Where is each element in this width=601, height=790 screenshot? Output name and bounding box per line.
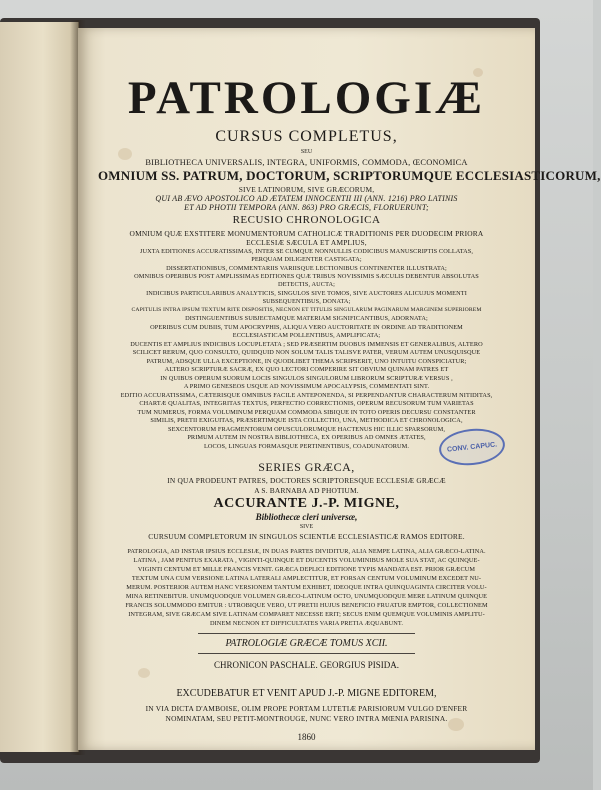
text-line: CURSUUM COMPLETORUM IN SINGULOS SCIENTIÆ ECCLESIASTICÆ RAMOS EDITORE.: [148, 532, 465, 541]
text-line: QUI AB ÆVO APOSTOLICO AD ÆTATEM INNOCENTII III (ANN. 1216) PRO LATINIS: [155, 194, 458, 203]
imprint-line: EXCUDEBATUR ET VENIT APUD J.-P. MIGNE EDITOREM,: [176, 688, 437, 699]
text-line: RECUSIO CHRONOLOGICA: [232, 214, 381, 226]
text-line: TUM NUMERUS, FORMA VOLUMINUM PERQUAM COMMODA SIBIQUE IN TOTO OPERIS DECURSU CONSTANTER: [137, 409, 476, 416]
text-line: DETECTIS, AUCTA;: [277, 281, 336, 288]
divider: [198, 633, 415, 634]
text-line: SEXCENTORUM FRAGMENTORUM OPUSCULORUMQUE HACTENUS HIC ILLIC SPARSORUM,: [167, 426, 446, 433]
text-line: SUBSEQUENTIBUS, DONATA;: [262, 298, 351, 305]
left-page-edge: [0, 22, 79, 752]
editor-line: ACCURANTE J.-P. MIGNE,: [213, 496, 400, 511]
text-line: PRIMUM AUTEM IN NOSTRA BIBLIOTHECA, EX OPERIBUS AD OMNES ÆTATES,: [187, 434, 426, 441]
text-line: ALTERO SCRIPTURÆ SACRÆ, EX QUO LECTORI COMPERIRE SIT OBVIUM QUINAM PATRES ET: [164, 366, 449, 373]
text-line-bold: OMNIUM SS. PATRUM, DOCTORUM, SCRIPTORUMQUE ECCLESIASTICORUM,: [98, 168, 601, 183]
text-line: IN QUIBUS OPERUM SUORUM LOCIS SINGULOS SINGULORUM LIBRORUM SCRIPTURÆ VERSUS ,: [160, 375, 453, 382]
main-title: PATROLOGIÆ: [127, 72, 486, 124]
text-line: EDITIO ACCURATISSIMA, CÆTERISQUE OMNIBUS FACILE ANTEPONENDA, SI PERPENDANTUR CHARACTERUM NITIDITAS,: [120, 392, 493, 399]
text-line: DISSERTATIONIBUS, COMMENTARIIS VARIISQUE LECTIONIBUS CONTINENTER ILLUSTRATA;: [166, 265, 447, 272]
text-line: JUXTA EDITIONES ACCURATISSIMAS, INTER SE CUMQUE NONNULLIS CODICIBUS MANUSCRIPTIS COLLATAS,: [139, 248, 474, 255]
year: 1860: [297, 732, 316, 742]
text-line: A S. BARNABA AD PHOTIUM.: [254, 486, 359, 495]
text-line: DISTINGUENTIBUS SUBJECTAMQUE MATERIAM SIGNIFICANTIBUS, ADORNATA;: [185, 315, 428, 322]
text-line: CAPITULIS INTRA IPSUM TEXTUM RITE DISPOSITIS, NECNON ET TITULIS SINGULARUM PAGINARUM MARGINEM SUPERIOREM: [131, 307, 482, 313]
sive-line: SIVE: [299, 524, 314, 530]
text-line: DINEM NECNON ET DIFFICULTATES VARIA PRETIA ÆQUABUNT.: [209, 620, 404, 627]
stamp-text: CONV. CAPUC.: [446, 440, 498, 454]
text-line: LATINA , JAM PENITUS EXARATA , VIGINTI-QUINQUE ET DUCENTIS VOLUMINIBUS MOLE SUA STAT, AC QUINQUE-: [133, 557, 480, 564]
text-line: Bibliothecæ cleri universæ,: [255, 512, 358, 522]
text-line: VIGINTI CENTUM ET MILLE FRANCIS VENIT. GRÆCA DEPLICI EDITIONE TYPIS MANDATA EST. PRIOR GRÆCUM: [137, 566, 476, 573]
text-line: SIMILIS, PRETII EXIGUITAS, PRÆSERTIMQUE ISTA COLLECTIO, UNA, METHODICA ET CHRONOLOGICA,: [150, 417, 463, 424]
text-line: FRANCIS SOLUMMODO EMITUR : UTROBIQUE VERO, UT PRETII HUJUS BENEFICIO FRUATUR EMPTOR, COLLECTIONEM: [125, 602, 488, 609]
text-line: PERQUAM DILIGENTER CASTIGATA;: [251, 256, 362, 263]
text-line: MERUM. POSTERIOR AUTEM HANC VERSIONEM TANTUM EXHIBET, IDEOQUE INTRA QUINQUAGINTA CIRCITER VOLU-: [126, 584, 487, 591]
divider: [198, 653, 415, 654]
text-line: DUCENTIS ET AMPLIUS INDICIBUS LOCUPLETATA ; SED PRÆSERTIM DUOBUS IMMENSIS ET GENERALIBUS, ALTERO: [130, 341, 483, 348]
text-line: PATRUM, ADSQUE ULLA EXCEPTIONE, IN QUODLIBET THEMA SCRIPSERIT, UNO INTUITU CONSPICIATUR;: [146, 358, 467, 365]
text-line: A PRIMO GENESEOS USQUE AD NOVISSIMUM APOCALYPSIS, COMMENTATI SINT.: [183, 383, 430, 390]
text-line: MINA RETINEBITUR. UNUMQUODQUE VOLUMEN GRÆCO-LATINUM OCTO, UNUMQUODQUE MERE LATINUM QUINQUE: [125, 593, 488, 600]
text-line: OMNIBUS OPERIBUS POST AMPLISSIMAS EDITIONES QUÆ TRIBUS NOVISSIMIS SÆCULIS DEBENTUR ABSOLUTAS: [134, 273, 479, 280]
text-line: LOCOS, LINGUAS FORMASQUE PERTINENTIBUS, COADUNATORUM.: [203, 443, 410, 450]
text-line: ECCLESIASTICAM POLLENTIBUS, AMPLIFICATA;: [232, 332, 381, 339]
contents-line: CHRONICON PASCHALE. GEORGIUS PISIDA.: [214, 660, 399, 670]
imprint-line: IN VIA DICTA D'AMBOISE, OLIM PROPE PORTAM LUTETIÆ PARISIORUM VULGO D'ENFER: [145, 704, 468, 713]
subtitle: CURSUS COMPLETUS,: [215, 128, 398, 145]
text-line: PATROLOGIA, AD INSTAR IPSIUS ECCLESIÆ, IN DUAS PARTES DIVIDITUR, ALIA NEMPE LATINA, ALIA GRÆCO-LATINA.: [127, 548, 486, 555]
text-line: INDICIBUS PARTICULARIBUS ANALYTICIS, SINGULOS SIVE TOMOS, SIVE AUCTORES ALICUJUS MOMENTI: [146, 290, 467, 297]
text-line: ET AD PHOTII TEMPORA (ANN. 863) PRO GRÆCIS, FLORUERUNT;: [184, 203, 429, 212]
text-line: BIBLIOTHECA UNIVERSALIS, INTEGRA, UNIFORMIS, COMMODA, ŒCONOMICA: [145, 158, 468, 167]
text-line: OPERIBUS CUM DUBIIS, TUM APOCRYPHIS, ALIQUA VERO AUCTORITATE IN ORDINE AD TRADITIONEM: [150, 324, 463, 331]
text-line: CHARTÆ QUALITAS, INTEGRITAS TEXTUS, PERFECTIO CORRECTIONIS, OPERUM RECUSORUM TUM VARIETAS: [139, 400, 474, 407]
tomus-line: PATROLOGIÆ GRÆCÆ TOMUS XCII.: [225, 638, 388, 649]
text-line: TEXTUM UNA CUM VERSIONE LATINA LATERALI AMPLECTITUR, ET FORSAN CENTUM VOLUMINUM EXCEDET NU-: [131, 575, 482, 582]
title-page: [78, 28, 601, 750]
text-line: IN QUA PRODEUNT PATRES, DOCTORES SCRIPTORESQUE ECCLESIÆ GRÆCÆ: [167, 476, 446, 485]
text-line: SIVE LATINORUM, SIVE GRÆCORUM,: [238, 185, 375, 194]
series-heading: SERIES GRÆCA,: [258, 460, 355, 474]
text-line: OMNIUM QUÆ EXSTITERE MONUMENTORUM CATHOLICÆ TRADITIONIS PER DUODECIM PRIORA: [129, 229, 484, 238]
text-line: ECCLESIÆ SÆCULA ET AMPLIUS,: [246, 238, 367, 247]
imprint-line: NOMINATAM, SEU PETIT-MONTROUGE, NUNC VERO INTRA MŒNIA PARISINA.: [165, 714, 448, 723]
text-line: INTEGRAM, SIVE GRÆCAM SIVE LATINAM COMPARET NECESSE ERIT; SECUS ENIM QUEMQUE VOLUMINIS AMPLITU-: [128, 611, 485, 618]
seu-line: SEU: [300, 149, 313, 155]
text-line: SCILICET RERUM, QUO CONSULTO, QUIDQUID NON SOLUM TALIS TALISVE PATER, VERUM AUTEM UNUSQUISQUE: [132, 349, 481, 356]
